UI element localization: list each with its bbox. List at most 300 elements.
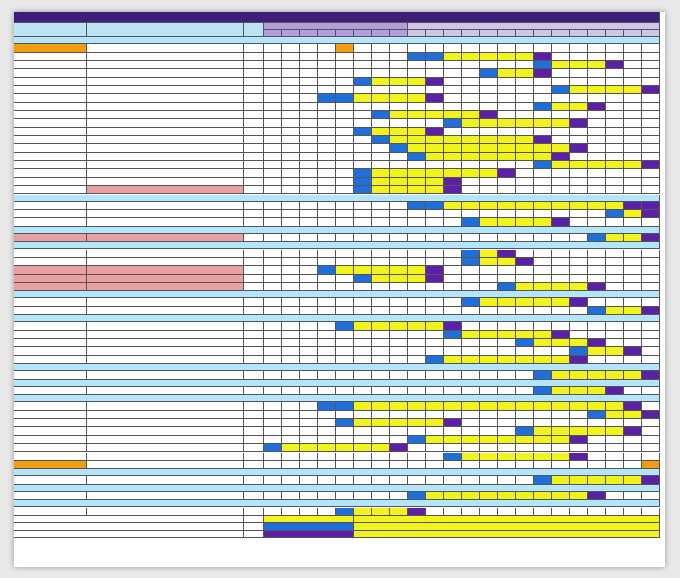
schedule-cell [462, 250, 480, 258]
schedule-cell [444, 218, 462, 226]
schedule-cell [408, 161, 426, 169]
date-header-6 [372, 30, 390, 37]
schedule-cell [642, 275, 660, 283]
schedule-cell [570, 419, 588, 427]
schedule-cell [534, 186, 552, 194]
schedule-cell [480, 266, 498, 274]
schedule-cell [552, 453, 570, 461]
schedule-cell [462, 169, 480, 177]
event-days [244, 44, 264, 52]
schedule-cell [390, 169, 408, 177]
schedule-cell [372, 86, 390, 94]
schedule-cell [606, 298, 624, 306]
schedule-cell [552, 258, 570, 266]
event-venue [87, 178, 244, 186]
schedule-cell [534, 94, 552, 102]
schedule-cell [300, 153, 318, 161]
schedule-cell [570, 86, 588, 94]
schedule-cell [588, 283, 606, 291]
schedule-cell [588, 461, 606, 469]
schedule-cell [426, 298, 444, 306]
schedule-cell [606, 444, 624, 452]
schedule-cell [606, 371, 624, 379]
schedule-cell [318, 234, 336, 242]
schedule-cell [534, 86, 552, 94]
schedule-cell [498, 387, 516, 395]
schedule-cell [336, 453, 354, 461]
schedule-cell [624, 436, 642, 444]
event-venue [87, 128, 244, 136]
section-haldwani [14, 395, 660, 402]
schedule-cell [426, 218, 444, 226]
schedule-cell [570, 202, 588, 210]
schedule-cell [570, 411, 588, 419]
schedule-cell [300, 444, 318, 452]
schedule-cell [336, 119, 354, 127]
schedule-cell [264, 44, 282, 52]
schedule-cell [624, 387, 642, 395]
schedule-cell [372, 275, 390, 283]
schedule-cell [624, 186, 642, 194]
schedule-cell [282, 387, 300, 395]
schedule-cell [264, 61, 282, 69]
schedule-cell [336, 250, 354, 258]
schedule-cell [624, 283, 642, 291]
schedule-cell [552, 128, 570, 136]
schedule-cell [408, 307, 426, 315]
schedule-cell [390, 387, 408, 395]
schedule-cell [480, 307, 498, 315]
schedule-cell [318, 61, 336, 69]
schedule-cell [588, 44, 606, 52]
schedule-cell [516, 402, 534, 410]
schedule-cell [444, 128, 462, 136]
schedule-cell [516, 86, 534, 94]
schedule-cell [444, 371, 462, 379]
schedule-cell [534, 178, 552, 186]
schedule-cell [336, 476, 354, 484]
schedule-cell [282, 411, 300, 419]
schedule-cell [642, 144, 660, 152]
schedule-cell [318, 86, 336, 94]
schedule-cell [480, 508, 498, 516]
schedule-cell [264, 169, 282, 177]
schedule-cell [426, 419, 444, 427]
schedule-cell [264, 53, 282, 61]
schedule-cell [480, 136, 498, 144]
schedule-cell [336, 411, 354, 419]
event-venue [87, 371, 244, 379]
schedule-cell [408, 492, 426, 500]
schedule-cell [534, 411, 552, 419]
schedule-cell [588, 258, 606, 266]
schedule-cell [300, 119, 318, 127]
schedule-cell [318, 427, 336, 435]
event-venue [87, 202, 244, 210]
schedule-cell [300, 86, 318, 94]
schedule-cell [588, 331, 606, 339]
schedule-cell [408, 103, 426, 111]
schedule-cell [444, 387, 462, 395]
schedule-cell [300, 453, 318, 461]
schedule-cell [372, 339, 390, 347]
date-header-2 [300, 30, 318, 37]
schedule-cell [372, 178, 390, 186]
schedule-cell [516, 186, 534, 194]
schedule-cell [372, 356, 390, 364]
schedule-cell [588, 266, 606, 274]
schedule-cell [408, 61, 426, 69]
schedule-sheet [14, 12, 665, 567]
schedule-cell [426, 186, 444, 194]
schedule-cell [480, 461, 498, 469]
event-name [14, 53, 87, 61]
schedule-cell [318, 298, 336, 306]
schedule-cell [408, 402, 426, 410]
schedule-cell [300, 461, 318, 469]
schedule-cell [588, 234, 606, 242]
schedule-cell [642, 128, 660, 136]
schedule-cell [318, 169, 336, 177]
schedule-cell [606, 266, 624, 274]
schedule-cell [588, 356, 606, 364]
schedule-cell [552, 161, 570, 169]
schedule-cell [642, 387, 660, 395]
schedule-cell [264, 331, 282, 339]
schedule-cell [606, 307, 624, 315]
schedule-cell [498, 161, 516, 169]
schedule-cell [462, 461, 480, 469]
event-days [244, 387, 264, 395]
schedule-cell [336, 69, 354, 77]
schedule-cell [282, 94, 300, 102]
schedule-cell [462, 339, 480, 347]
schedule-cell [372, 169, 390, 177]
schedule-cell [588, 218, 606, 226]
schedule-cell [480, 61, 498, 69]
schedule-cell [552, 250, 570, 258]
schedule-cell [264, 347, 282, 355]
event-name [14, 69, 87, 77]
schedule-cell [480, 94, 498, 102]
schedule-cell [282, 453, 300, 461]
schedule-cell [642, 153, 660, 161]
schedule-cell [336, 178, 354, 186]
legend-note [354, 531, 660, 538]
schedule-cell [354, 44, 372, 52]
schedule-cell [372, 136, 390, 144]
event-name [14, 461, 87, 469]
schedule-cell [534, 371, 552, 379]
event-days [244, 347, 264, 355]
schedule-cell [408, 258, 426, 266]
schedule-cell [624, 331, 642, 339]
event-name [14, 161, 87, 169]
schedule-cell [552, 218, 570, 226]
schedule-cell [372, 153, 390, 161]
event-venue [87, 322, 244, 330]
schedule-cell [372, 331, 390, 339]
schedule-cell [570, 94, 588, 102]
schedule-cell [534, 144, 552, 152]
schedule-cell [516, 453, 534, 461]
schedule-cell [354, 136, 372, 144]
schedule-cell [426, 144, 444, 152]
event-venue [87, 453, 244, 461]
schedule-cell [390, 250, 408, 258]
event-days [244, 298, 264, 306]
schedule-cell [462, 411, 480, 419]
event-venue [87, 234, 244, 242]
schedule-cell [606, 411, 624, 419]
schedule-cell [534, 266, 552, 274]
schedule-cell [264, 453, 282, 461]
schedule-cell [426, 339, 444, 347]
schedule-cell [624, 111, 642, 119]
schedule-cell [372, 186, 390, 194]
date-header-5 [354, 30, 372, 37]
schedule-cell [300, 283, 318, 291]
event-days [244, 78, 264, 86]
schedule-cell [300, 476, 318, 484]
schedule-cell [534, 347, 552, 355]
schedule-cell [264, 136, 282, 144]
schedule-cell [516, 444, 534, 452]
event-venue [87, 258, 244, 266]
schedule-cell [354, 387, 372, 395]
schedule-cell [444, 69, 462, 77]
event-days [244, 331, 264, 339]
schedule-cell [480, 339, 498, 347]
schedule-cell [642, 436, 660, 444]
schedule-cell [264, 153, 282, 161]
schedule-cell [372, 234, 390, 242]
schedule-cell [300, 61, 318, 69]
schedule-cell [444, 144, 462, 152]
legend-spacer [244, 531, 264, 538]
schedule-cell [300, 94, 318, 102]
section-shiv-puri-rishikesh [14, 242, 660, 249]
schedule-cell [372, 298, 390, 306]
date-header-1 [282, 30, 300, 37]
schedule-cell [444, 427, 462, 435]
schedule-cell [462, 94, 480, 102]
schedule-cell [354, 250, 372, 258]
event-venue [87, 275, 244, 283]
schedule-cell [282, 161, 300, 169]
schedule-cell [390, 331, 408, 339]
schedule-cell [480, 275, 498, 283]
schedule-cell [462, 266, 480, 274]
schedule-cell [588, 492, 606, 500]
schedule-cell [354, 402, 372, 410]
schedule-cell [534, 339, 552, 347]
schedule-cell [390, 307, 408, 315]
schedule-cell [480, 234, 498, 242]
schedule-cell [390, 283, 408, 291]
schedule-cell [516, 461, 534, 469]
schedule-cell [642, 111, 660, 119]
schedule-cell [534, 402, 552, 410]
schedule-cell [426, 86, 444, 94]
schedule-cell [480, 322, 498, 330]
schedule-cell [570, 153, 588, 161]
schedule-cell [606, 275, 624, 283]
schedule-cell [642, 202, 660, 210]
schedule-cell [354, 347, 372, 355]
schedule-cell [516, 250, 534, 258]
schedule-cell [480, 444, 498, 452]
schedule-cell [534, 218, 552, 226]
schedule-cell [372, 258, 390, 266]
schedule-cell [336, 492, 354, 500]
schedule-cell [588, 210, 606, 218]
schedule-cell [480, 178, 498, 186]
schedule-cell [516, 144, 534, 152]
event-name [14, 411, 87, 419]
schedule-cell [534, 275, 552, 283]
schedule-cell [516, 136, 534, 144]
event-venue [87, 402, 244, 410]
event-name [14, 111, 87, 119]
schedule-cell [642, 508, 660, 516]
schedule-cell [282, 402, 300, 410]
schedule-cell [336, 153, 354, 161]
event-venue [87, 419, 244, 427]
schedule-cell [624, 78, 642, 86]
schedule-cell [372, 266, 390, 274]
schedule-cell [570, 436, 588, 444]
event-name [14, 169, 87, 177]
event-venue [87, 476, 244, 484]
schedule-cell [498, 347, 516, 355]
event-name [14, 476, 87, 484]
event-name [14, 427, 87, 435]
schedule-cell [552, 322, 570, 330]
schedule-cell [642, 453, 660, 461]
schedule-cell [318, 492, 336, 500]
schedule-cell [282, 111, 300, 119]
schedule-cell [300, 266, 318, 274]
schedule-cell [516, 331, 534, 339]
schedule-cell [300, 44, 318, 52]
schedule-cell [390, 275, 408, 283]
schedule-cell [588, 387, 606, 395]
schedule-cell [534, 128, 552, 136]
event-days [244, 136, 264, 144]
schedule-cell [624, 492, 642, 500]
schedule-cell [264, 161, 282, 169]
schedule-cell [318, 161, 336, 169]
schedule-cell [462, 111, 480, 119]
schedule-cell [444, 44, 462, 52]
schedule-cell [318, 258, 336, 266]
schedule-cell [462, 283, 480, 291]
schedule-cell [552, 53, 570, 61]
schedule-title [14, 12, 660, 23]
schedule-cell [588, 178, 606, 186]
schedule-cell [462, 202, 480, 210]
schedule-cell [624, 508, 642, 516]
schedule-cell [264, 307, 282, 315]
schedule-cell [498, 402, 516, 410]
section-bhimtal [14, 380, 660, 387]
schedule-cell [624, 69, 642, 77]
schedule-cell [552, 44, 570, 52]
schedule-cell [570, 119, 588, 127]
schedule-cell [570, 444, 588, 452]
event-venue [87, 508, 244, 516]
schedule-cell [552, 153, 570, 161]
schedule-cell [552, 234, 570, 242]
event-name [14, 339, 87, 347]
schedule-cell [426, 411, 444, 419]
schedule-cell [426, 44, 444, 52]
schedule-cell [336, 169, 354, 177]
event-venue [87, 218, 244, 226]
schedule-cell [588, 436, 606, 444]
schedule-cell [390, 356, 408, 364]
schedule-cell [372, 461, 390, 469]
schedule-cell [498, 44, 516, 52]
schedule-cell [624, 266, 642, 274]
schedule-cell [642, 258, 660, 266]
schedule-cell [372, 250, 390, 258]
event-venue [87, 331, 244, 339]
schedule-cell [480, 427, 498, 435]
schedule-cell [588, 169, 606, 177]
schedule-cell [624, 161, 642, 169]
schedule-cell [318, 508, 336, 516]
event-venue [87, 411, 244, 419]
schedule-cell [354, 339, 372, 347]
event-days [244, 339, 264, 347]
schedule-cell [282, 266, 300, 274]
event-days [244, 69, 264, 77]
schedule-cell [354, 371, 372, 379]
schedule-cell [426, 169, 444, 177]
schedule-cell [264, 94, 282, 102]
schedule-cell [282, 169, 300, 177]
schedule-cell [588, 250, 606, 258]
schedule-cell [408, 53, 426, 61]
schedule-cell [336, 210, 354, 218]
schedule-cell [498, 283, 516, 291]
schedule-cell [408, 411, 426, 419]
schedule-cell [390, 78, 408, 86]
schedule-cell [390, 153, 408, 161]
schedule-cell [480, 419, 498, 427]
schedule-cell [372, 61, 390, 69]
schedule-cell [426, 119, 444, 127]
schedule-cell [498, 266, 516, 274]
schedule-cell [534, 161, 552, 169]
schedule-cell [588, 453, 606, 461]
schedule-cell [552, 371, 570, 379]
event-name [14, 453, 87, 461]
schedule-cell [426, 356, 444, 364]
schedule-cell [624, 234, 642, 242]
schedule-cell [318, 202, 336, 210]
schedule-cell [426, 331, 444, 339]
schedule-cell [534, 298, 552, 306]
schedule-cell [462, 53, 480, 61]
schedule-cell [516, 69, 534, 77]
schedule-cell [318, 218, 336, 226]
schedule-cell [408, 356, 426, 364]
date-header-0 [264, 30, 282, 37]
schedule-cell [444, 492, 462, 500]
